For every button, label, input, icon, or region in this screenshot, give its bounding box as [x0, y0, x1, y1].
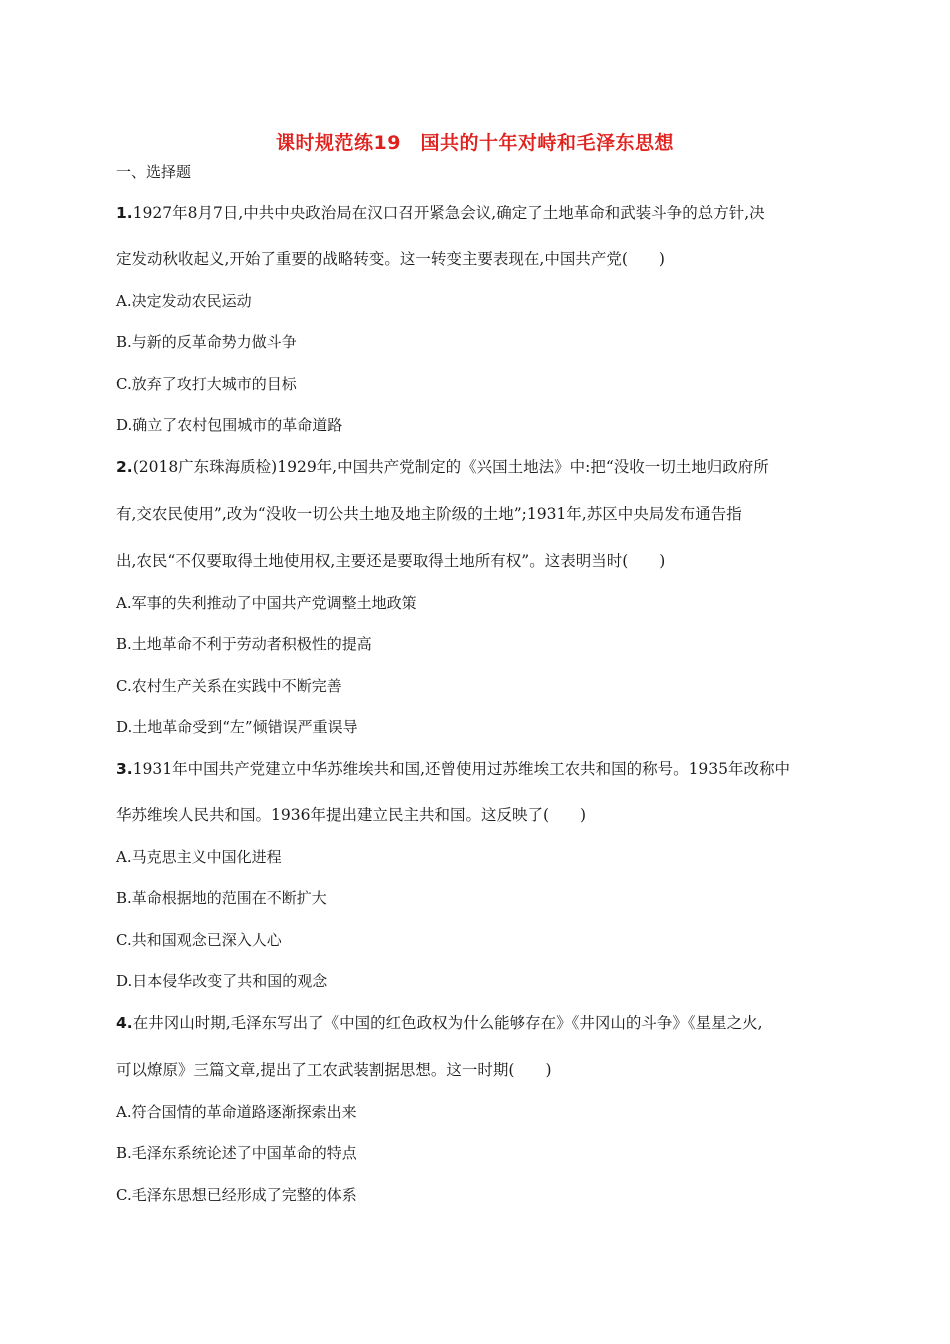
question-1-line-1: 1.1927年8月7日,中共中央政治局在汉口召开紧急会议,确定了土地革命和武装斗争的总方针,决	[116, 204, 765, 222]
page-title: 课时规范练19 国共的十年对峙和毛泽东思想	[276, 132, 674, 154]
question-2-option-d: D.土地革命受到“左”倾错误严重误导	[116, 718, 358, 736]
question-2-option-c: C.农村生产关系在实践中不断完善	[116, 677, 342, 695]
question-2-option-a: A.军事的失利推动了中国共产党调整土地政策	[116, 594, 417, 612]
question-3-option-a: A.马克思主义中国化进程	[116, 848, 282, 866]
question-3-option-d: D.日本侵华改变了共和国的观念	[116, 972, 328, 990]
question-3-option-c: C.共和国观念已深入人心	[116, 931, 282, 949]
question-2-line-1: 2.(2018广东珠海质检)1929年,中国共产党制定的《兴国土地法》中:把“没收一切土地归政府所	[116, 458, 769, 476]
question-4-option-c: C.毛泽东思想已经形成了完整的体系	[116, 1186, 357, 1204]
question-number: 1.	[116, 204, 133, 222]
question-2-line-2: 有,交农民使用”,改为“没收一切公共土地及地主阶级的土地”;1931年,苏区中央局发布通告指	[116, 505, 742, 523]
question-3-option-b: B.革命根据地的范围在不断扩大	[116, 889, 327, 907]
question-number: 2.	[116, 458, 133, 476]
question-1-option-b: B.与新的反革命势力做斗争	[116, 333, 297, 351]
question-number: 3.	[116, 760, 133, 778]
question-1-option-c: C.放弃了攻打大城市的目标	[116, 375, 297, 393]
question-4-line-1: 4.在井冈山时期,毛泽东写出了《中国的红色政权为什么能够存在》《井冈山的斗争》《星星之火,	[116, 1014, 763, 1032]
question-4-option-a: A.符合国情的革命道路逐渐探索出来	[116, 1103, 357, 1121]
question-4-line-2: 可以燎原》三篇文章,提出了工农武装割据思想。这一时期( )	[116, 1061, 552, 1079]
section-heading: 一、选择题	[116, 163, 192, 181]
question-number: 4.	[116, 1014, 133, 1032]
question-2-line-3: 出,农民“不仅要取得土地使用权,主要还是要取得土地所有权”。这表明当时( )	[116, 552, 666, 570]
question-1-option-a: A.决定发动农民运动	[116, 292, 252, 310]
question-4-option-b: B.毛泽东系统论述了中国革命的特点	[116, 1144, 357, 1162]
question-1-option-d: D.确立了农村包围城市的革命道路	[116, 416, 343, 434]
question-3-line-1: 3.1931年中国共产党建立中华苏维埃共和国,还曾使用过苏维埃工农共和国的称号。1935年改称中	[116, 760, 791, 778]
question-1-line-2: 定发动秋收起义,开始了重要的战略转变。这一转变主要表现在,中国共产党( )	[116, 250, 665, 268]
question-2-option-b: B.土地革命不利于劳动者积极性的提高	[116, 635, 372, 653]
question-3-line-2: 华苏维埃人民共和国。1936年提出建立民主共和国。这反映了( )	[116, 806, 587, 824]
